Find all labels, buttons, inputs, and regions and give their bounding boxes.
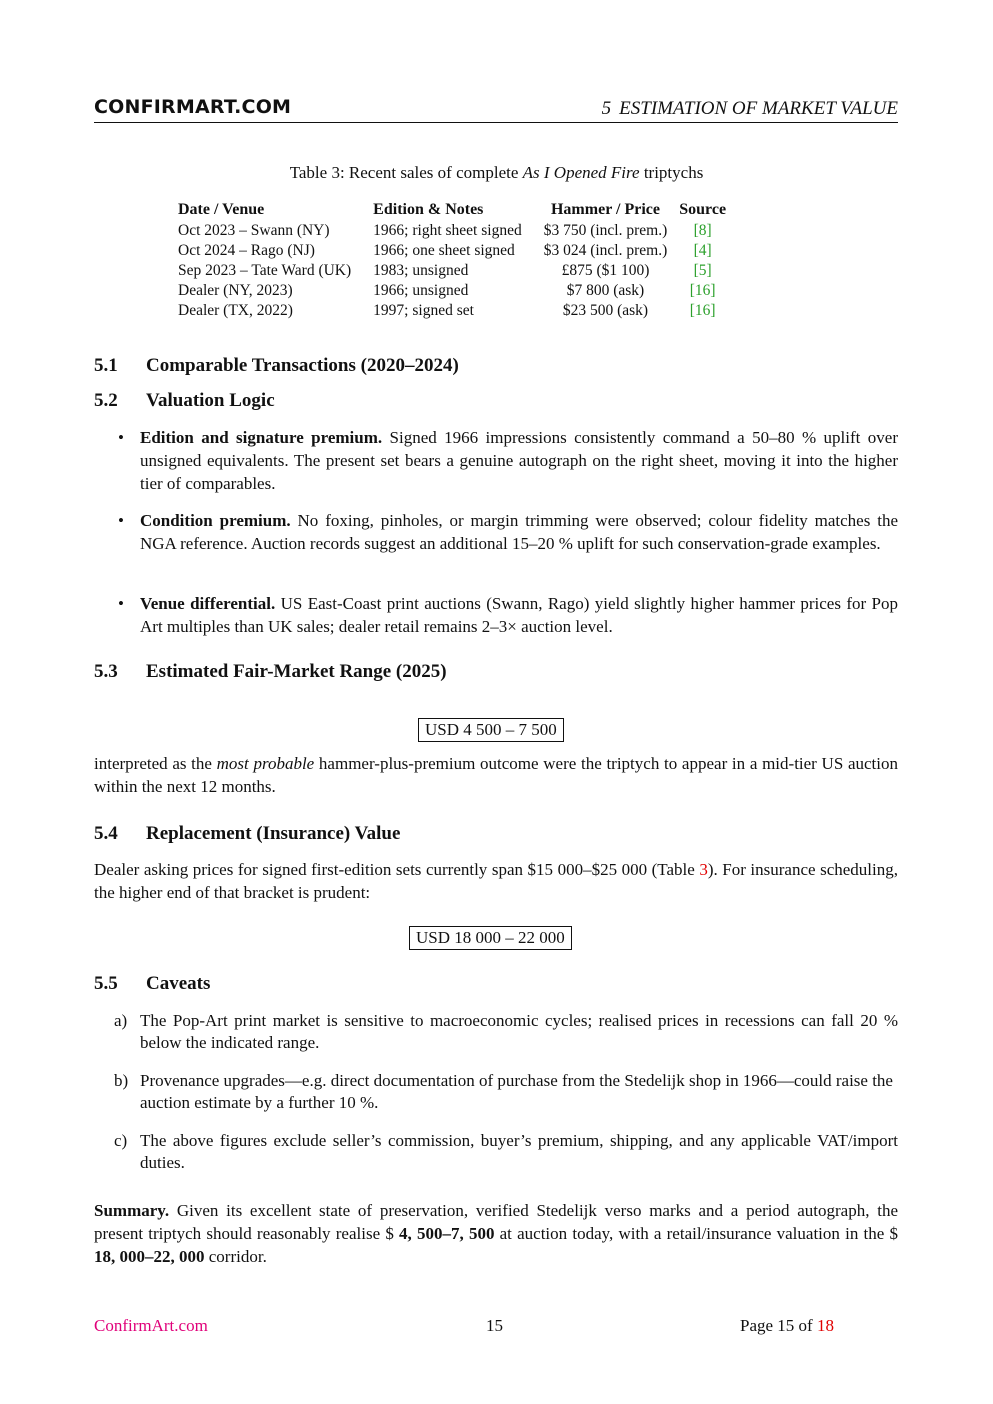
caveat-item xyxy=(114,1010,898,1054)
table-row xyxy=(172,301,732,321)
cell-source: [16] xyxy=(689,282,716,299)
bullet-item xyxy=(118,592,898,638)
cell-edition: 1997; signed set xyxy=(373,302,474,319)
section-number: 5.5 xyxy=(94,973,118,994)
replacement-value-box: USD 18 000 – 22 000 xyxy=(409,926,572,950)
table-reference-link[interactable]: 3 xyxy=(699,860,708,879)
page-label: Page 15 of xyxy=(740,1316,817,1335)
summary-range-insurance: 18, 000–22, 000 xyxy=(94,1247,205,1266)
table-row xyxy=(172,241,732,261)
bullet-text: Signed 1966 impressions consistently command a 50–80 % uplift over unsigned equivalents. The present set bears a genuine autograph on the right sheet, moving it into the higher tier of comparables. xyxy=(140,428,898,493)
bullet-lead: Venue differential. xyxy=(140,594,276,613)
col-header-price: Hammer / Price xyxy=(550,201,660,218)
replacement-paragraph xyxy=(94,858,898,904)
fair-market-range-box: USD 4 500 – 7 500 xyxy=(418,718,564,742)
bullet-item xyxy=(118,509,898,555)
bullet-dot: • xyxy=(118,428,124,447)
fair-market-paragraph xyxy=(94,752,898,798)
summary-range-auction: 4, 500–7, 500 xyxy=(399,1224,495,1243)
table-row xyxy=(172,281,732,301)
table-caption xyxy=(0,163,993,183)
footer-site-link[interactable]: ConfirmArt.com xyxy=(94,1316,208,1335)
para-text: corridor. xyxy=(204,1247,267,1266)
col-header-date: Date / Venue xyxy=(178,201,265,218)
caveat-item xyxy=(114,1130,898,1174)
running-head xyxy=(602,98,898,120)
section-number: 5.1 xyxy=(94,355,118,376)
cell-source: [8] xyxy=(693,222,712,239)
col-header-edition: Edition & Notes xyxy=(373,201,484,218)
cell-price: $3 024 (incl. prem.) xyxy=(543,242,668,259)
table-header-row xyxy=(172,198,732,221)
table-row xyxy=(172,261,732,281)
para-text: Given its excellent state of preservation, verified Stedelijk verso marks and a period autograph, the present triptych should reasonably realise $ xyxy=(94,1201,898,1243)
caveat-text: The Pop-Art print market is sensitive to macroeconomic cycles; realised prices in recessions can fall 20 % below the indicated range. xyxy=(140,1011,898,1052)
citation-link[interactable]: 5 xyxy=(698,262,707,279)
caveat-label: b) xyxy=(114,1071,129,1090)
section-heading-5-2 xyxy=(94,390,275,412)
caption-title: As I Opened Fire xyxy=(522,163,640,182)
footer-page-counter xyxy=(740,1316,834,1336)
citation-link[interactable]: 4 xyxy=(698,242,707,259)
summary-paragraph xyxy=(94,1199,898,1268)
para-text: interpreted as the xyxy=(94,754,217,773)
para-emphasis: most probable xyxy=(216,754,315,773)
cell-edition: 1983; unsigned xyxy=(373,262,469,279)
cell-price: £875 ($1 100) xyxy=(561,262,650,279)
col-header-source: Source xyxy=(679,201,727,218)
bullet-item xyxy=(118,426,898,495)
bullet-dot: • xyxy=(118,511,124,530)
caveat-label: c) xyxy=(114,1131,128,1150)
section-title: Estimated Fair-Market Range (2025) xyxy=(146,661,447,682)
cell-edition: 1966; one sheet signed xyxy=(373,242,515,259)
logo: CONFIRMART.COM xyxy=(94,96,292,118)
bullet-dot: • xyxy=(118,594,124,613)
cell-price: $3 750 (incl. prem.) xyxy=(543,222,668,239)
section-title: Caveats xyxy=(146,973,211,994)
caption-prefix: Table 3: Recent sales of complete xyxy=(289,163,523,182)
para-text: Dealer asking prices for signed first-edition sets currently span $15 000–$25 000 (Table xyxy=(94,860,700,879)
running-head-number: 5 xyxy=(601,98,612,119)
cell-date: Oct 2023 – Swann (NY) xyxy=(178,222,330,239)
section-heading-5-1 xyxy=(94,355,459,377)
cell-date: Sep 2023 – Tate Ward (UK) xyxy=(178,262,352,279)
sales-table xyxy=(172,198,732,321)
section-number: 5.4 xyxy=(94,823,118,844)
citation-link[interactable]: 16 xyxy=(694,282,711,299)
table-row xyxy=(172,221,732,241)
caveat-label: a) xyxy=(114,1011,128,1030)
cell-source: [5] xyxy=(693,262,712,279)
caption-suffix: triptychs xyxy=(639,163,704,182)
cell-date: Dealer (TX, 2022) xyxy=(178,302,293,319)
section-heading-5-4 xyxy=(94,823,400,845)
footer-page-number: 15 xyxy=(486,1316,503,1335)
bullet-lead: Edition and signature premium. xyxy=(140,428,383,447)
running-head-title: ESTIMATION OF MARKET VALUE xyxy=(619,98,898,119)
bullet-text: No foxing, pinholes, or margin trimming were observed; colour fidelity matches the NGA reference. Auction records suggest an additional 15–20 % uplift for such conservation-grade examples. xyxy=(140,511,898,553)
para-text: hammer-plus-premium outcome were the triptych to appear in a mid-tier US auction within the next 12 months. xyxy=(94,754,899,796)
cell-date: Oct 2024 – Rago (NJ) xyxy=(178,242,315,259)
caveat-item xyxy=(114,1070,920,1114)
cell-edition: 1966; unsigned xyxy=(373,282,469,299)
bullet-text: US East-Coast print auctions (Swann, Rago) yield slightly higher hammer prices for Pop Art multiples than UK sales; dealer retail remains 2–3× auction level. xyxy=(140,594,898,636)
bullet-lead: Condition premium. xyxy=(140,511,291,530)
section-heading-5-3 xyxy=(94,661,447,683)
section-heading-5-5 xyxy=(94,973,210,995)
para-text: at auction today, with a retail/insurance valuation in the $ xyxy=(494,1224,898,1243)
caveat-text: The above figures exclude seller’s commission, buyer’s premium, shipping, and any applicable VAT/import duties. xyxy=(140,1131,898,1172)
citation-link[interactable]: 16 xyxy=(694,302,711,319)
cell-date: Dealer (NY, 2023) xyxy=(178,282,293,299)
summary-lead: Summary. xyxy=(94,1201,170,1220)
section-title: Replacement (Insurance) Value xyxy=(146,823,401,844)
cell-source: [16] xyxy=(689,302,716,319)
citation-link[interactable]: 8 xyxy=(698,222,707,239)
total-pages-link[interactable]: 18 xyxy=(816,1316,834,1335)
page-header xyxy=(94,96,898,123)
section-number: 5.2 xyxy=(94,390,118,411)
cell-edition: 1966; right sheet signed xyxy=(373,222,522,239)
section-title: Comparable Transactions (2020–2024) xyxy=(146,355,459,376)
cell-source: [4] xyxy=(693,242,712,259)
para-text: ). For insurance scheduling, the higher end of that bracket is prudent: xyxy=(94,860,898,902)
cell-price: $7 800 (ask) xyxy=(566,282,645,299)
caveat-text: Provenance upgrades—e.g. direct documentation of purchase from the Stedelijk shop in 1966—could raise the auction estimate by a further 10 %. xyxy=(140,1071,893,1112)
section-number: 5.3 xyxy=(94,661,118,682)
cell-price: $23 500 (ask) xyxy=(562,302,649,319)
section-title: Valuation Logic xyxy=(146,390,275,411)
